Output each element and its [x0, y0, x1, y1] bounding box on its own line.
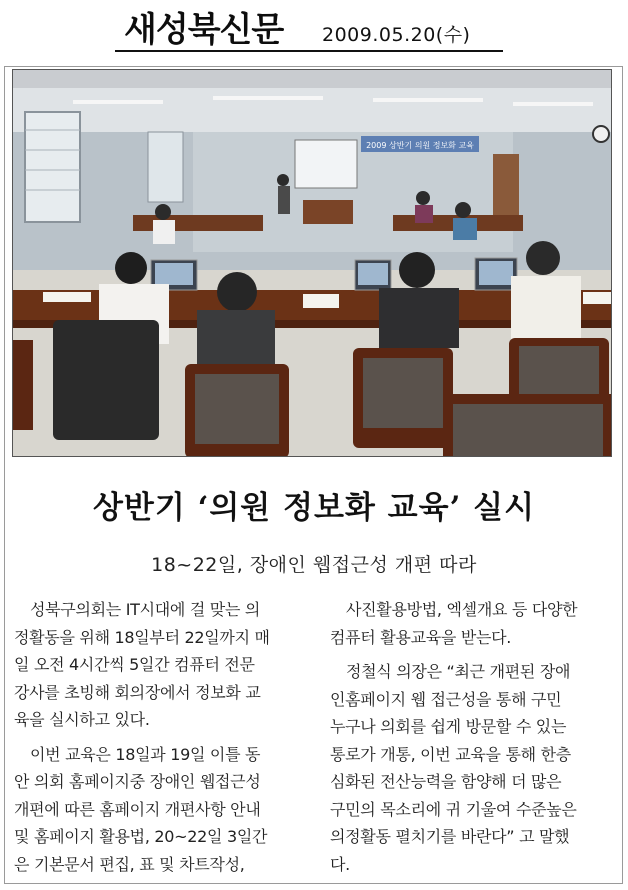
- article-paragraph: 정철식 의장은 “최근 개편된 장애 인홈페이지 웹 접근성을 통해 구민 누구나 의회를 쉽게 방문할 수 있는 통로가 개통, 이번 교육을 통해 한층 심화된 전산능력을 함양해 더 많은 구민의 목소리에 귀 기울여 수준높은 의정활동 펼치기를 바란다” 고 말했 다.: [330, 662, 577, 874]
- projector-banner-text: 2009 상반기 의원 정보화 교육: [366, 141, 474, 150]
- classroom-photo-illustration: [13, 70, 612, 457]
- masthead-rule: [115, 50, 503, 52]
- article-subheadline: 18~22일, 장애인 웹접근성 개편 따라: [151, 554, 477, 576]
- article-paragraph: 성북구의회는 IT시대에 걸 맞는 의 정활동을 위해 18일부터 22일까지 매 일 오전 4시간씩 5일간 컴퓨터 전문 강사를 초빙해 회의장에서 정보화 교 육을 실시하고 있다.: [14, 600, 270, 729]
- publication-date: 2009.05.20(수): [322, 24, 471, 46]
- masthead: [0, 0, 628, 60]
- newspaper-name: 새성북신문: [124, 10, 284, 50]
- article-column-left: [14, 596, 300, 885]
- article-paragraph: 이번 교육은 18일과 19일 이틀 동 안 의회 홈페이지중 장애인 웹접근성 개편에 따른 홈페이지 개편사항 안내 및 홈페이지 활용법, 20~22일 3일간 은 기본문서 편집, 표 및 차트작성,: [14, 744, 268, 874]
- article-paragraph: 사진활용방법, 엑셀개요 등 다양한 컴퓨터 활용교육을 받는다.: [330, 600, 578, 647]
- article-photo: [12, 69, 612, 457]
- article-headline: 상반기 ‘의원 정보화 교육’ 실시: [92, 490, 536, 526]
- article-column-right: [330, 596, 616, 885]
